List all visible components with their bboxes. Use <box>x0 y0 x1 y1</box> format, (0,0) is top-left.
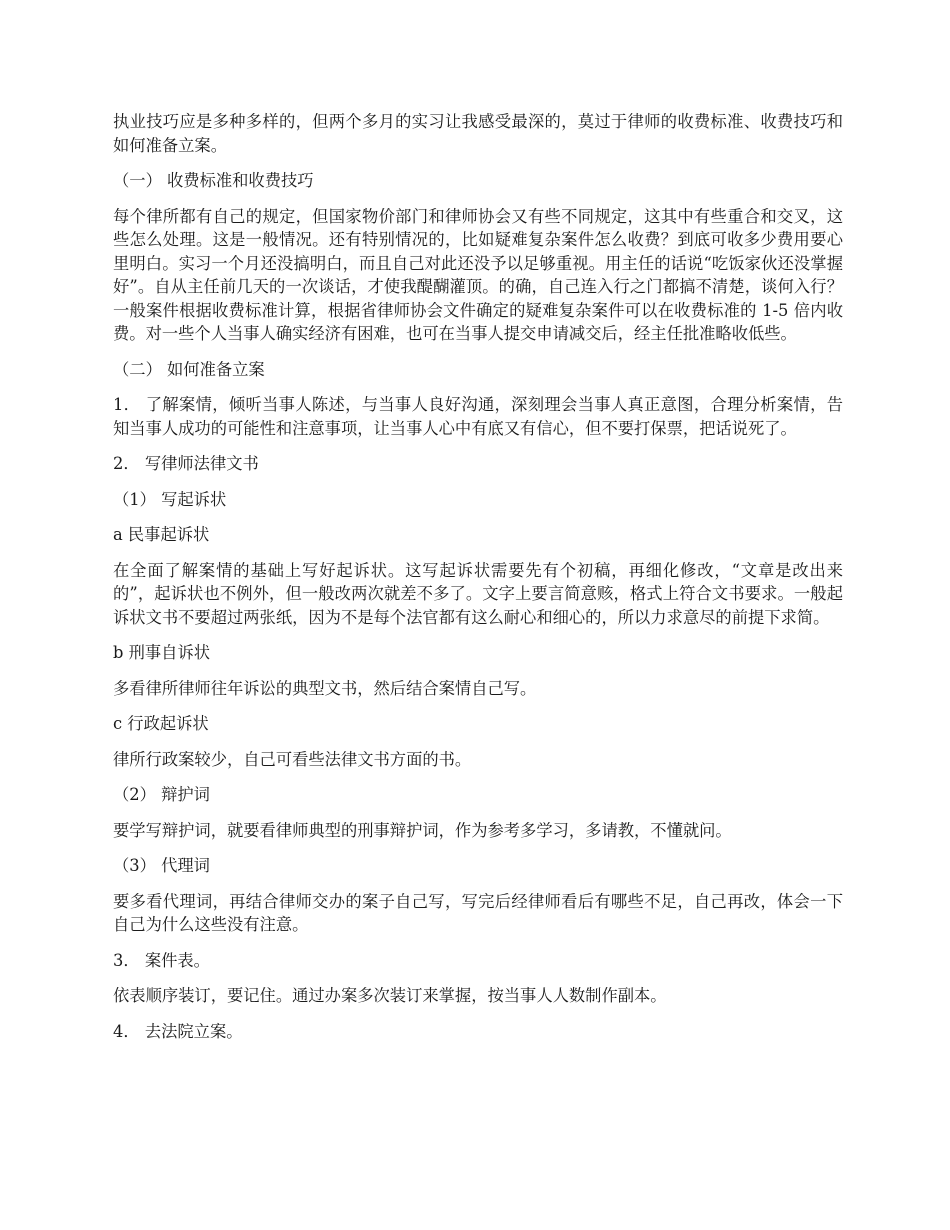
step-4-heading: 4． 去法院立案。 <box>113 1021 243 1041</box>
section-heading-filing: （二） 如何准备立案 <box>113 359 265 379</box>
defense-paragraph: 要学写辩护词，就要看律师典型的刑事辩护词，作为参考多学习，多请教，不懂就问。 <box>113 820 732 840</box>
item-administrative-complaint: c 行政起诉状 <box>113 714 209 733</box>
intro-paragraph: 执业技巧应是多种多样的，但两个多月的实习让我感受最深的，莫过于律师的收费标准、收费技巧和如何准备立案。 <box>113 112 843 155</box>
step-2-heading: 2． 写律师法律文书 <box>113 454 259 473</box>
item-criminal-complaint: b 刑事自诉状 <box>113 643 211 662</box>
document-page <box>113 110 843 1055</box>
agency-paragraph: 要多看代理词，再结合律师交办的案子自己写，写完后经律师看后有哪些不足，自己再改，体会一下自己为什么这些没有注意。 <box>113 891 843 934</box>
administrative-complaint-paragraph: 律所行政案较少，自己可看些法律文书方面的书。 <box>113 749 472 769</box>
subheading-complaint: （1） 写起诉状 <box>113 489 227 509</box>
step-3-heading: 3． 案件表。 <box>113 950 210 970</box>
section-heading-fees: （一） 收费标准和收费技巧 <box>113 171 314 190</box>
civil-complaint-paragraph: 在全面了解案情的基础上写好起诉状。这写起诉状需要先有个初稿，再细化修改，“文章是改出来的”，起诉状也不例外，但一般改两次就差不多了。文字上要言简意赅，格式上符合文书要求。一般起诉状文书不要超过两张纸，因为不是每个法官都有这么耐心和细心的，所以力求意尽的前提下求简。 <box>113 560 843 627</box>
step-1-paragraph: 1． 了解案情，倾听当事人陈述，与当事人良好沟通，深刻理会当事人真正意图，合理分析案情，告知当事人成功的可能性和注意事项，让当事人心中有底又有信心，但不要打保票，把话说死了。 <box>113 395 843 438</box>
subheading-agency: （3） 代理词 <box>113 856 210 875</box>
criminal-complaint-paragraph: 多看律所律师往年诉讼的典型文书，然后结合案情自己写。 <box>113 678 537 698</box>
step-3-paragraph: 依表顺序装订，要记住。通过办案多次装订来掌握，按当事人人数制作副本。 <box>113 986 667 1005</box>
item-civil-complaint: a 民事起诉状 <box>113 525 210 544</box>
subheading-defense: （2） 辩护词 <box>113 785 210 804</box>
fees-paragraph: 每个律所都有自己的规定，但国家物价部门和律师协会又有些不同规定，这其中有些重合和交叉，这些怎么处理。这是一般情况。还有特别情况的，比如疑难复杂案件怎么收费？到底可收多少费用要心里明白。实习一个月还没搞明白，而且自己对此还没予以足够重视。用主任的话说“吃饭家伙还没掌握好”。自从主任前几天的一次谈话，才使我醍醐灌顶。的确，自己连入行之门都搞不清楚，谈何入行？一般案件根据收费标准计算，根据省律师协会文件确定的疑难复杂案件可以在收费标准的 1-5 倍内收费。对一些个人当事人确实经济有困难，也可在当事人提交申请减交后，经主任批准略收低些。 <box>113 206 843 343</box>
